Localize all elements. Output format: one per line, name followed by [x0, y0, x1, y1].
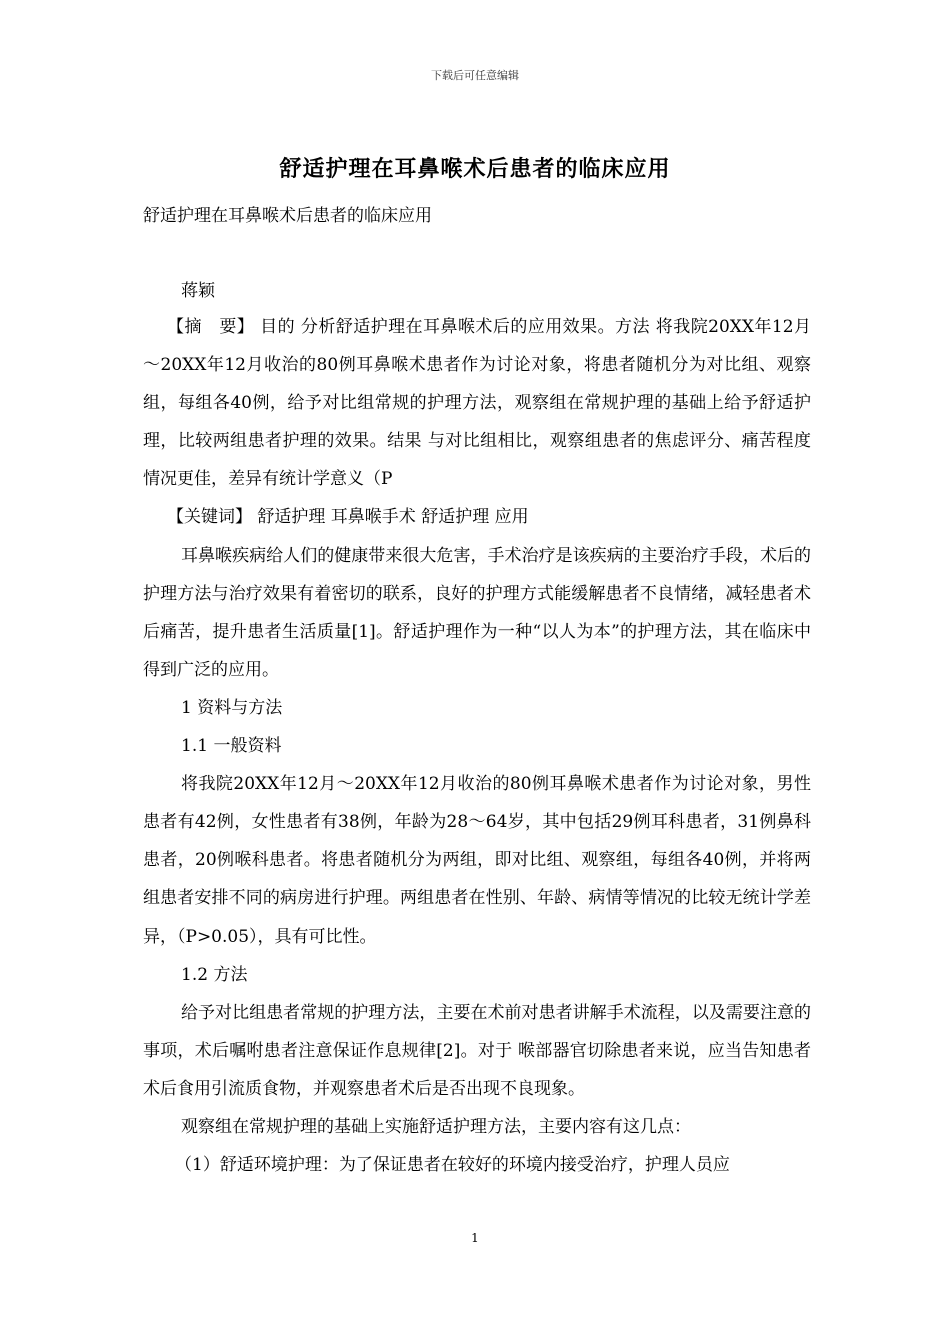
- subsection-heading: 1.1 一般资料: [181, 736, 282, 757]
- body-paragraph: 观察组在常规护理的基础上实施舒适护理方法，主要内容有这几点：: [181, 1116, 691, 1137]
- body-paragraph: 给予对比组患者常规的护理方法，主要在术前对患者讲解手术流程，以及需要注意的事项，术后嘱咐患者注意保证作息规律[2]。对于 喉部器官切除患者来说，应当告知患者术后食用引流质食物，并观察患者术后是否出现不良现象。: [143, 1002, 811, 1099]
- header-note: 下载后可任意编辑: [431, 69, 519, 82]
- page-number: 1: [471, 1231, 479, 1245]
- list-item: （1）舒适环境护理：为了保证患者在较好的环境内接受治疗，护理人员应: [175, 1155, 730, 1176]
- subsection-heading: 1.2 方法: [181, 964, 248, 985]
- body-paragraph: 将我院20XX年12月～20XX年12月收治的80例耳鼻喉术患者作为讨论对象，男性患者有42例，女性患者有38例，年龄为28～64岁，其中包括29例耳科患者，31例鼻科患者，20例喉科患者。将患者随机分为两组，即对比组、观察组，每组各40例，并将两组患者安排不同的病房进行护理。两组患者在性别、年龄、病情等情况的比较无统计学差异，（P>0.05），具有可比性。: [143, 774, 811, 947]
- intro-paragraph: 耳鼻喉疾病给人们的健康带来很大危害，手术治疗是该疾病的主要治疗手段，术后的护理方法与治疗效果有着密切的联系，良好的护理方式能缓解患者不良情绪，减轻患者术后痛苦，提升患者生活质量[1]。舒适护理作为一种“以人为本”的护理方法，其在临床中得到广泛的应用。: [143, 545, 811, 680]
- document-subtitle: 舒适护理在耳鼻喉术后患者的临床应用: [143, 206, 432, 226]
- author-name: 蒋颖: [181, 281, 215, 301]
- document-body: [143, 308, 811, 1184]
- document-title: 舒适护理在耳鼻喉术后患者的临床应用: [279, 156, 671, 182]
- keywords-paragraph: 【关键词】 舒适护理 耳鼻喉手术 舒适护理 应用: [167, 507, 529, 528]
- section-heading: 1 资料与方法: [181, 697, 283, 718]
- abstract-paragraph: 【摘 要】 目的 分析舒适护理在耳鼻喉术后的应用效果。方法 将我院20XX年12月～20XX年12月收治的80例耳鼻喉术患者作为讨论对象，将患者随机分为对比组、观察组，每组各40例，给予对比组常规的护理方法，观察组在常规护理的基础上给予舒适护理，比较两组患者护理的效果。结果 与对比组相比，观察组患者的焦虑评分、痛苦程度情况更佳，差异有统计学意义（P: [143, 317, 811, 490]
